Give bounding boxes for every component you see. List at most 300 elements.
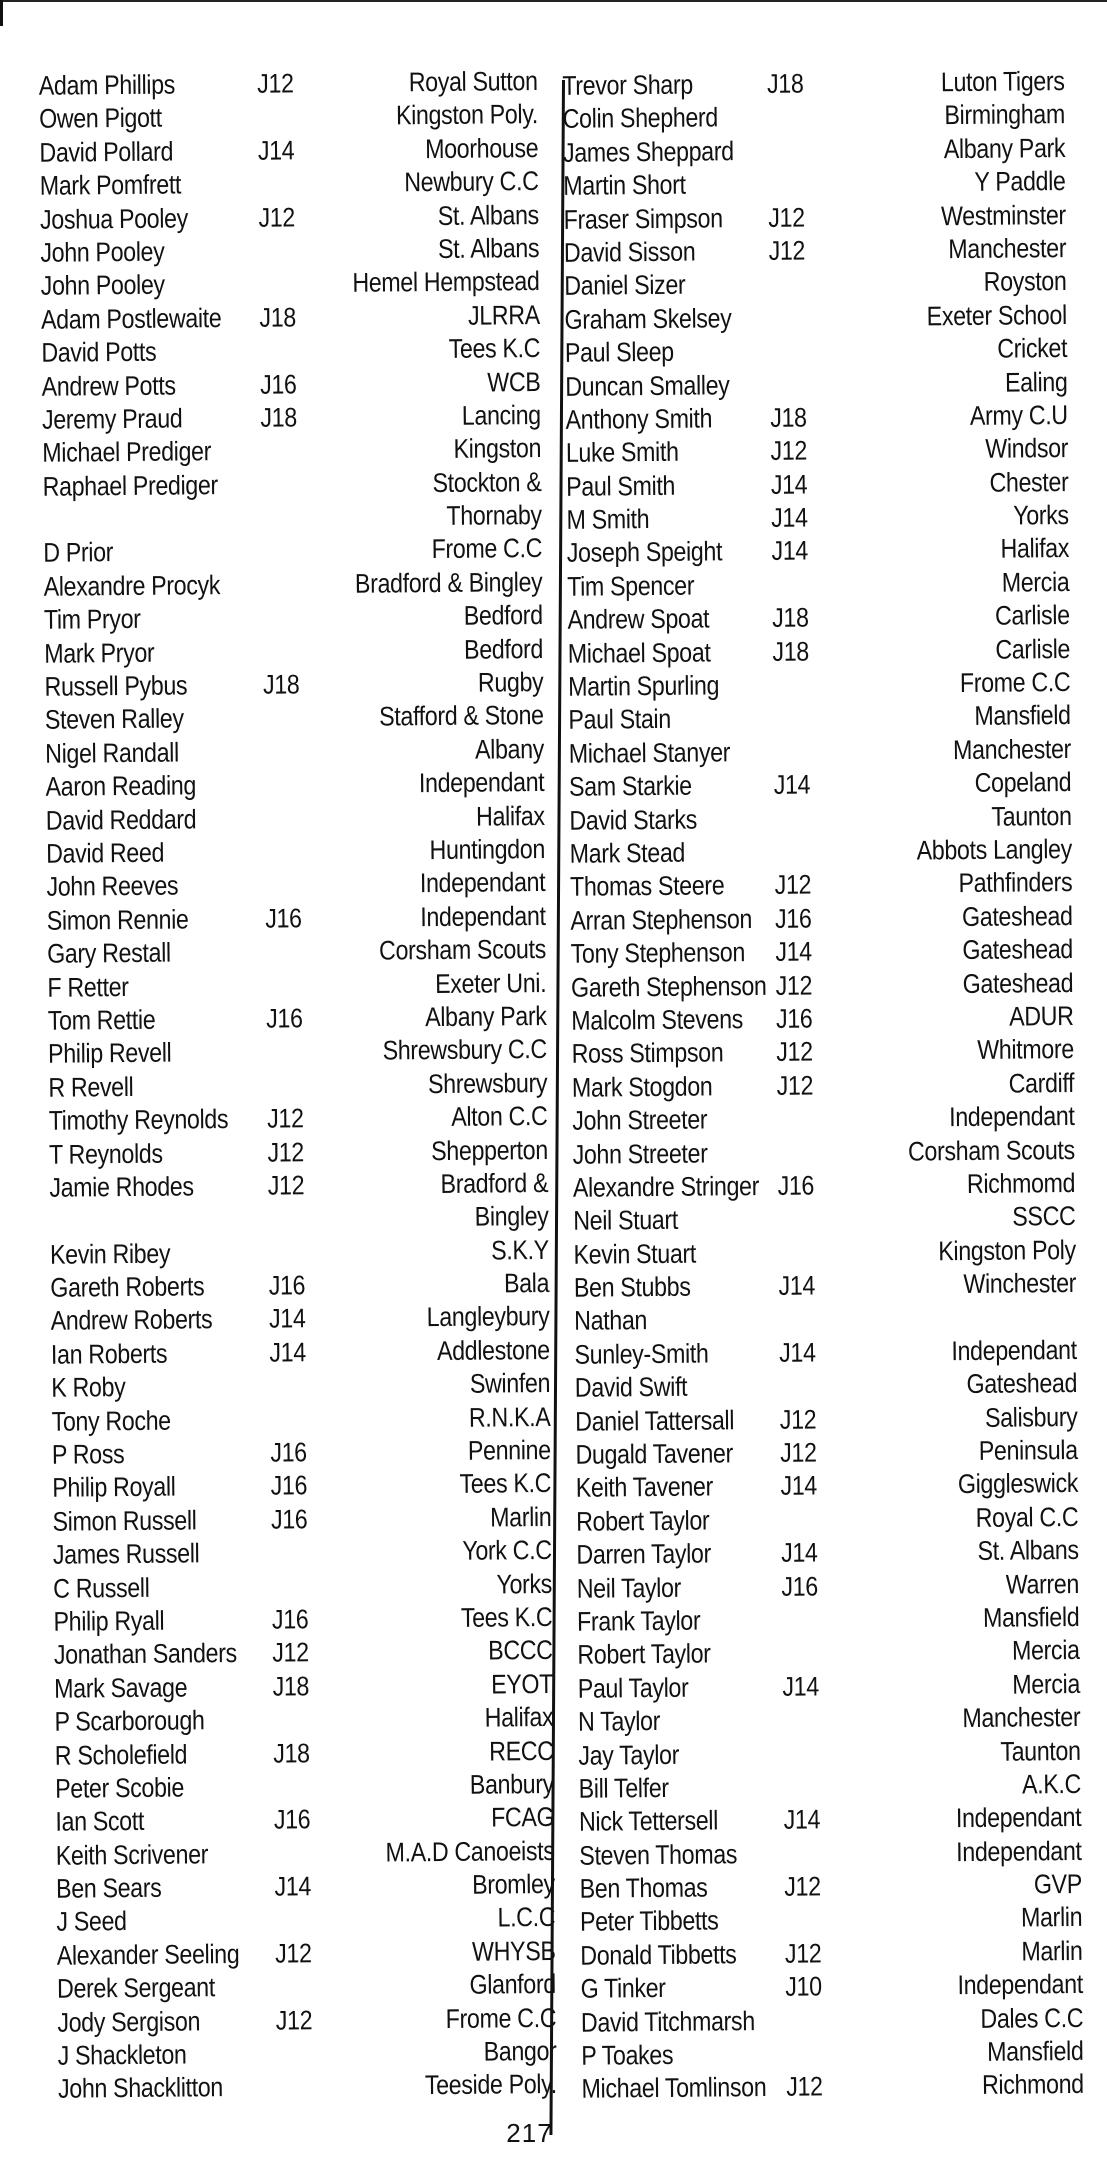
entry-name: Paul Stain	[568, 704, 672, 736]
directory-entry	[34, 1701, 554, 1739]
directory-entry	[554, 967, 1074, 1005]
entry-club: Tees K.C	[459, 1468, 552, 1500]
entry-grade: J14	[780, 1537, 818, 1568]
directory-entry	[555, 1133, 1075, 1171]
directory-entry	[34, 1768, 554, 1806]
entry-name: Steven Ralley	[44, 703, 184, 736]
entry-club: Pathfinders	[958, 867, 1073, 899]
entry-name: Neil Stuart	[573, 1205, 679, 1237]
directory-entry	[36, 1968, 556, 2006]
entry-name: T Reynolds	[48, 1138, 163, 1170]
entry-name: Adam Postlewaite	[40, 302, 222, 335]
entry-name: Mark Pomfrett	[39, 169, 182, 201]
entry-grade: J16	[270, 1437, 307, 1468]
entry-club: Gateshead	[962, 967, 1074, 999]
entry-name: David Starks	[569, 804, 698, 836]
entry-name: J Shackleton	[57, 2039, 187, 2071]
directory-entry	[29, 1167, 549, 1205]
entry-grade: J12	[267, 1136, 305, 1168]
entry-club: Albany	[474, 733, 545, 765]
directory-entry	[24, 666, 544, 704]
directory-entry	[553, 900, 1073, 938]
directory-entry	[21, 366, 541, 404]
directory-entry	[550, 566, 1070, 604]
directory-entry	[558, 1367, 1078, 1405]
entry-name: Peter Scobie	[54, 1772, 185, 1804]
directory-entry	[560, 1668, 1080, 1706]
entry-club: Mercia	[1012, 1668, 1081, 1700]
entry-grade: J16	[259, 368, 297, 400]
directory-entry	[20, 299, 540, 337]
entry-club: Tees K.C	[460, 1601, 553, 1633]
entry-club: Warren	[1005, 1568, 1080, 1600]
directory-entry	[28, 1067, 548, 1105]
entry-club: Bingley	[474, 1201, 549, 1232]
entry-grade: J12	[258, 201, 296, 233]
entry-name: David Pollard	[39, 136, 174, 168]
entry-club: Giggleswick	[957, 1468, 1079, 1500]
entry-name: Michael Spoat	[567, 637, 711, 669]
entry-grade: J18	[259, 302, 297, 333]
directory-entry	[560, 1634, 1080, 1672]
entry-grade: J12	[774, 869, 812, 901]
entry-name: Keith Tavener	[575, 1471, 714, 1504]
directory-entry	[562, 1835, 1082, 1873]
directory-entry	[549, 499, 1069, 537]
entry-grade: J10	[785, 1971, 822, 2003]
entry-club: Mansfield	[982, 1601, 1080, 1633]
directory-entry	[24, 699, 544, 737]
entry-club: Halifax	[475, 800, 545, 832]
entry-club: GVP	[1033, 1869, 1083, 1900]
entry-club: Royal Sutton	[408, 66, 538, 98]
entry-name: Luke Smith	[565, 437, 679, 469]
entry-club: Richmomd	[966, 1167, 1076, 1199]
entry-name: Derek Sergeant	[56, 1972, 216, 2004]
entry-name: Nick Tettersell	[578, 1805, 719, 1838]
directory-entry	[564, 2068, 1084, 2106]
entry-name: Robert Taylor	[577, 1638, 711, 1671]
entry-grade: J12	[780, 1437, 817, 1468]
directory-entry	[556, 1167, 1076, 1205]
page-number	[0, 2118, 1107, 2149]
directory-entry	[36, 1901, 556, 1939]
directory-entry	[549, 466, 1069, 504]
entry-club: Independant	[956, 1835, 1082, 1867]
directory-entry	[18, 98, 538, 136]
entry-name: John Pooley	[40, 269, 165, 302]
entry-club: A.K.C	[1021, 1768, 1082, 1800]
top-rule	[0, 0, 1107, 6]
entry-club: Independant	[949, 1101, 1075, 1133]
entry-club: Ealing	[1004, 366, 1068, 398]
entry-club: Manchester	[962, 1702, 1081, 1734]
entry-name: Mark Stead	[569, 837, 686, 869]
directory-entry	[545, 98, 1065, 136]
directory-entry	[21, 399, 541, 437]
entry-grade: J16	[774, 903, 812, 934]
entry-name: Paul Sleep	[564, 336, 674, 368]
entry-grade: J16	[781, 1571, 819, 1602]
entry-grade: J12	[784, 1938, 822, 1969]
entry-club: Independant	[419, 867, 546, 899]
entry-name: Malcolm Stevens	[571, 1004, 744, 1036]
entry-grade: J14	[274, 1871, 312, 1902]
entry-club: Royston	[983, 266, 1067, 298]
entry-name: Aaron Reading	[45, 770, 197, 802]
entry-club: Swinfen	[469, 1368, 551, 1399]
entry-club: Pennine	[467, 1434, 551, 1466]
entry-club: Langleybury	[426, 1301, 550, 1333]
entry-name: Ross Stimpson	[571, 1037, 724, 1070]
directory-entry	[558, 1401, 1078, 1439]
entry-club: Carlisle	[994, 600, 1070, 631]
entry-club: Kingston Poly	[938, 1234, 1076, 1266]
entry-club: Glanford	[469, 1969, 556, 2001]
directory-entry	[553, 933, 1073, 971]
directory-entry	[22, 432, 542, 470]
directory-entry	[555, 1100, 1075, 1138]
directory-entry	[563, 1901, 1083, 1939]
entry-grade: J12	[776, 1070, 814, 1101]
directory-entry	[33, 1601, 553, 1639]
entry-club: Teeside Poly.	[424, 2069, 557, 2101]
entry-name: R Revell	[48, 1071, 134, 1103]
entry-name: Nigel Randall	[45, 737, 179, 769]
entry-name: David Reddard	[45, 803, 197, 836]
entry-name: Duncan Smalley	[565, 369, 730, 402]
directory-entry	[23, 633, 543, 671]
entry-name: Jamie Rhodes	[49, 1171, 194, 1203]
page-number-text: 217	[506, 2118, 553, 2148]
entry-club: Independant	[951, 1334, 1077, 1367]
entry-name: Graham Skelsey	[564, 302, 732, 335]
directory-entry	[31, 1401, 551, 1439]
directory-entry	[30, 1300, 550, 1338]
directory-entry	[556, 1234, 1076, 1272]
entry-name: Frank Taylor	[576, 1605, 701, 1637]
directory-entry	[31, 1367, 551, 1405]
entry-name: Kevin Ribey	[49, 1238, 171, 1270]
directory-entry	[25, 833, 545, 871]
entry-name: Tim Spencer	[567, 570, 695, 602]
directory-entry	[563, 1968, 1083, 2006]
entry-club: Mercia	[1011, 1635, 1080, 1666]
entry-grade: J12	[775, 970, 813, 1001]
entry-name: N Taylor	[577, 1706, 661, 1737]
left-column	[18, 65, 558, 2107]
entry-name: David Titchmarsh	[580, 2005, 755, 2038]
entry-grade: J12	[272, 1637, 309, 1668]
directory-entry	[546, 199, 1066, 237]
entry-name: Philip Royall	[52, 1471, 176, 1504]
entry-grade: J16	[268, 1270, 306, 1301]
directory-entry	[557, 1267, 1077, 1305]
directory-entry	[23, 599, 543, 637]
directory-entry	[37, 2068, 557, 2106]
entry-club: Exeter School	[926, 299, 1067, 332]
entry-club: Halifax	[1000, 533, 1070, 565]
entry-club: Marlin	[1021, 1935, 1083, 1967]
entry-name: Andrew Potts	[41, 370, 176, 402]
entry-name: Fraser Simpson	[563, 202, 723, 235]
entry-name: David Reed	[46, 837, 165, 869]
entry-club: M.A.D Canoeists	[385, 1835, 555, 1868]
entry-club: WCB	[487, 366, 541, 398]
entry-club: EYOT	[490, 1668, 554, 1700]
entry-name: Andrew Spoat	[567, 603, 710, 636]
entry-grade: J18	[260, 402, 297, 433]
directory-entry	[563, 1935, 1083, 1973]
entry-grade: J16	[266, 1003, 303, 1034]
entry-grade: J14	[778, 1270, 816, 1301]
entry-club: Peninsula	[978, 1434, 1078, 1466]
entry-name: Jay Taylor	[578, 1739, 680, 1771]
directory-entry	[546, 132, 1066, 170]
directory-entry	[550, 599, 1070, 637]
entry-name: K Roby	[51, 1372, 126, 1403]
entry-name: David Potts	[41, 336, 157, 368]
entry-club: Gateshead	[962, 934, 1074, 966]
directory-entry	[551, 733, 1071, 771]
directory-entry	[23, 566, 543, 604]
entry-club: Bedford	[463, 600, 543, 631]
directory-entry	[547, 299, 1067, 337]
directory-entry	[26, 933, 546, 971]
directory-entry	[34, 1734, 554, 1772]
entry-club: Tees K.C	[448, 333, 541, 365]
entry-club: L.C.C	[497, 1902, 556, 1933]
entry-club: WHYSB	[471, 1935, 556, 1967]
entry-club: Halifax	[484, 1702, 554, 1733]
directory-entry	[552, 833, 1072, 871]
entry-club: Newbury C.C	[404, 166, 539, 198]
directory-entry	[31, 1467, 551, 1505]
entry-name: Michael Tomlinson	[581, 2072, 767, 2105]
directory-entry	[30, 1334, 550, 1372]
directory-entry	[562, 1868, 1082, 1906]
directory-entry	[22, 499, 542, 537]
entry-club: Dales C.C	[980, 2002, 1084, 2034]
entry-grade: J12	[770, 435, 808, 467]
entry-club: Stafford & Stone	[379, 700, 544, 732]
directory-entry	[551, 699, 1071, 737]
entry-name: James Russell	[52, 1538, 200, 1570]
entry-grade: J16	[265, 903, 302, 934]
entry-name: Steven Thomas	[579, 1838, 738, 1871]
entry-club: Bedford	[463, 633, 544, 665]
entry-grade: J12	[768, 202, 805, 233]
entry-club: Huntingdon	[429, 833, 546, 866]
entry-name: Donald Tibbetts	[580, 1939, 737, 1971]
entry-name: Martin Short	[563, 169, 686, 202]
entry-club: Army C.U	[969, 399, 1068, 431]
entry-club: Yorks	[1013, 500, 1069, 531]
directory-entry	[550, 633, 1070, 671]
directory-entry	[547, 232, 1067, 270]
directory-entry	[561, 1734, 1081, 1772]
entry-club: RECC	[489, 1735, 554, 1767]
entry-name: Gareth Stephenson	[570, 970, 767, 1003]
directory-entry	[31, 1434, 551, 1472]
directory-entry	[548, 366, 1068, 404]
entry-name: Jonathan Sanders	[53, 1638, 237, 1671]
entry-club: Whitmore	[977, 1034, 1075, 1066]
entry-name: M Smith	[566, 504, 650, 535]
entry-club: Stockton &	[432, 466, 542, 498]
entry-grade: J14	[775, 936, 812, 967]
entry-club: Marlin	[490, 1501, 552, 1533]
entry-name: Sam Starkie	[568, 770, 692, 803]
directory-entry	[25, 766, 545, 804]
directory-entry	[21, 332, 541, 370]
entry-name: Nathan	[574, 1305, 648, 1337]
entry-club: Winchester	[963, 1268, 1077, 1300]
entry-name: Tim Pryor	[43, 604, 141, 636]
entry-club: St. Albans	[437, 199, 539, 231]
entry-grade: J18	[272, 1671, 310, 1702]
entry-club: Mansfield	[974, 700, 1071, 732]
entry-club: St. Albans	[977, 1535, 1079, 1567]
entry-club: Salisbury	[984, 1401, 1078, 1433]
entry-club: SSCC	[1012, 1201, 1076, 1232]
entry-club: Corsham Scouts	[378, 934, 547, 966]
entry-name: Trevor Sharp	[562, 69, 694, 101]
entry-grade: J18	[273, 1737, 310, 1769]
entry-name: Ian Scott	[55, 1806, 145, 1838]
directory-entry	[552, 766, 1072, 804]
entry-club: Shrewsbury C.C	[382, 1034, 548, 1066]
entry-grade: J14	[780, 1470, 818, 1502]
directory-entry	[561, 1768, 1081, 1806]
directory-entry	[26, 900, 546, 938]
directory-entry	[548, 399, 1068, 437]
entry-club: BCCC	[488, 1635, 553, 1666]
entry-name: Gareth Roberts	[50, 1271, 205, 1303]
entry-name: Mark Pryor	[44, 637, 155, 669]
entry-club: Cardiff	[1008, 1067, 1075, 1099]
entry-club: ADUR	[1008, 1000, 1074, 1032]
entry-club: Albany Park	[424, 1000, 547, 1033]
entry-club: Gateshead	[961, 900, 1073, 932]
entry-name: Joshua Pooley	[39, 202, 189, 235]
entry-grade: J14	[783, 1804, 821, 1836]
directory-entry	[559, 1534, 1079, 1572]
corner-mark	[0, 0, 9, 26]
entry-name: F Retter	[47, 971, 129, 1003]
entry-name: Russell Pybus	[44, 670, 188, 702]
entry-club: Royal C.C	[975, 1501, 1079, 1533]
entry-club: Richmond	[981, 2069, 1084, 2101]
entry-club: Frome C.C	[959, 667, 1071, 699]
right-column	[545, 65, 1085, 2107]
entry-grade: J12	[275, 1938, 312, 1969]
directory-entry	[29, 1200, 549, 1238]
directory-entry	[558, 1434, 1078, 1472]
entry-name: Simon Russell	[52, 1505, 197, 1537]
directory-entry	[553, 866, 1073, 904]
entry-name: P Ross	[51, 1439, 125, 1470]
entry-club: York C.C	[462, 1535, 552, 1566]
entry-grade: J16	[271, 1604, 309, 1635]
entry-name: Ben Thomas	[579, 1872, 708, 1904]
directory-entry	[25, 800, 545, 838]
entry-name: John Streeter	[572, 1104, 708, 1136]
directory-entry	[562, 1801, 1082, 1839]
entry-grade: J14	[782, 1671, 819, 1702]
entry-name: Michael Stanyer	[568, 737, 731, 769]
entry-name: Alexandre Stringer	[572, 1170, 760, 1203]
entry-grade: J18	[772, 602, 809, 634]
directory-entry	[557, 1300, 1077, 1338]
entry-club: St. Albans	[437, 232, 540, 264]
entry-grade: J14	[770, 469, 808, 500]
directory-entry	[28, 1133, 548, 1171]
entry-club: Shrewsbury	[427, 1067, 548, 1099]
entry-club: JLRRA	[467, 299, 540, 331]
entry-club: Carlisle	[995, 633, 1071, 665]
entry-name: Anthony Smith	[565, 403, 713, 435]
entry-club: Mercia	[1001, 566, 1070, 598]
entry-club: Cricket	[997, 333, 1068, 364]
directory-entry	[559, 1501, 1079, 1539]
entry-name: Dugald Tavener	[575, 1438, 734, 1470]
directory-entry	[560, 1601, 1080, 1639]
entry-club: Yorks	[496, 1568, 553, 1600]
entry-club: Bangor	[483, 2035, 557, 2067]
entry-grade: J12	[267, 1103, 304, 1134]
entry-name: Joseph Speight	[566, 536, 723, 569]
entry-name: Daniel Sizer	[564, 270, 686, 302]
entry-club: Kingston	[453, 433, 542, 465]
entry-club: Albany Park	[943, 132, 1066, 164]
entry-name: Peter Tibbetts	[579, 1905, 719, 1938]
directory-entry	[551, 666, 1071, 704]
directory-entry	[18, 65, 538, 103]
entry-grade: J14	[771, 502, 808, 533]
directory-entry	[547, 265, 1067, 303]
entry-name: Arran Stephenson	[570, 903, 753, 936]
entry-name: Tony Roche	[51, 1405, 171, 1437]
directory-entry	[557, 1334, 1077, 1372]
entry-club: Thornaby	[446, 500, 542, 531]
directory-entry	[558, 1467, 1078, 1505]
entry-grade: J16	[273, 1804, 311, 1835]
entry-name: R Scholefield	[54, 1738, 188, 1771]
entry-name: Owen Pigott	[38, 103, 162, 135]
entry-club: Corsham Scouts	[907, 1134, 1075, 1167]
directory-entry	[564, 2035, 1084, 2073]
entry-name: Jeremy Praud	[41, 403, 183, 435]
entry-grade: J12	[776, 1036, 813, 1068]
entry-club: Independant	[957, 1969, 1083, 2001]
entry-name: Michael Prediger	[42, 436, 212, 469]
entry-grade: J14	[257, 135, 295, 166]
directory-entry	[33, 1668, 553, 1706]
directory-entry	[548, 332, 1068, 370]
entry-club: Independant	[418, 767, 545, 799]
entry-club: Manchester	[952, 733, 1072, 765]
entry-name: Thomas Steere	[569, 870, 725, 903]
entry-name: Mark Stogdon	[571, 1071, 713, 1103]
directory-entry	[554, 1033, 1074, 1071]
directory-entry	[549, 432, 1069, 470]
entry-name: John Pooley	[40, 236, 165, 268]
entry-grade: J16	[775, 1003, 813, 1034]
entry-grade: J16	[270, 1504, 308, 1535]
entry-club: Y Paddle	[974, 166, 1066, 198]
entry-name: Alexandre Procyk	[43, 569, 221, 602]
